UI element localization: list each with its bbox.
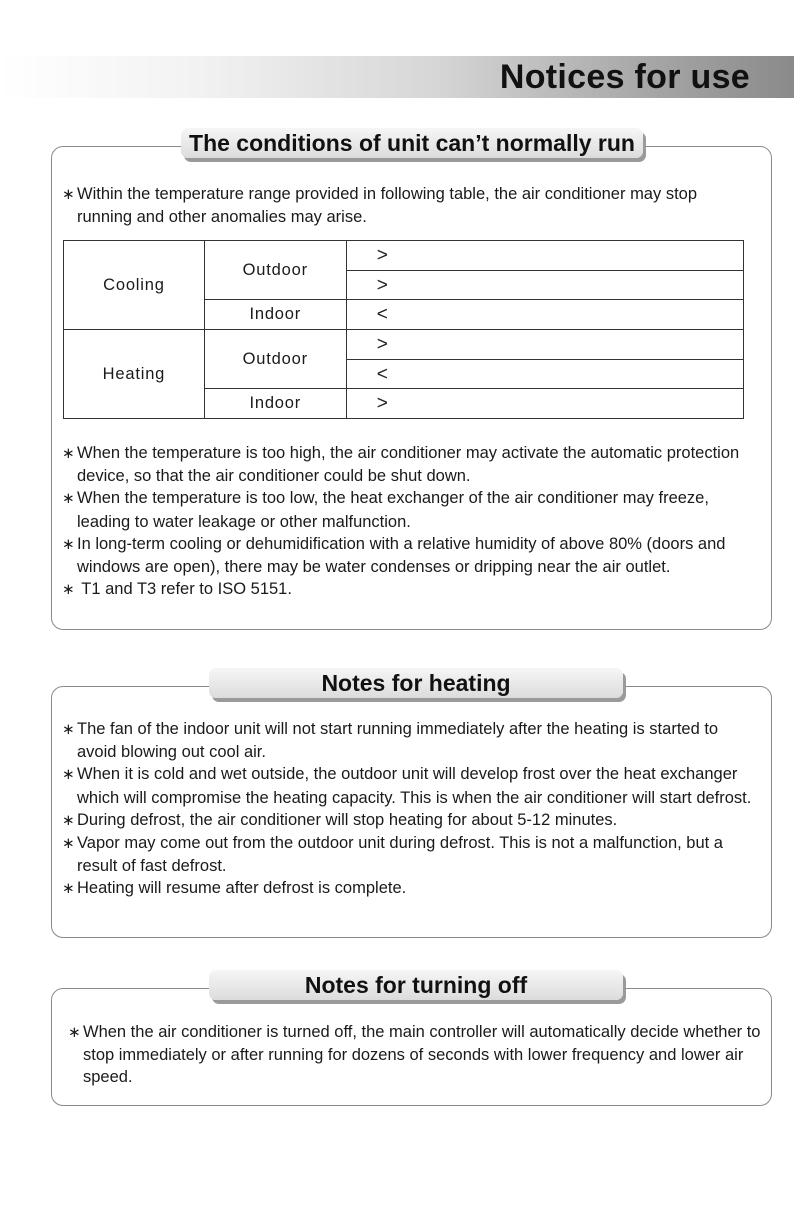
comparison-symbol: >: [346, 241, 743, 271]
list-item: [62, 578, 752, 601]
list-item: [62, 533, 752, 578]
cooling-label: Cooling: [64, 241, 205, 330]
bullet-icon: ∗: [62, 445, 75, 462]
heating-notes: [62, 718, 762, 901]
list-item-text: Heating will resume after defrost is complete.: [77, 879, 407, 898]
outdoor-label: Outdoor: [204, 330, 346, 389]
list-item: [62, 442, 752, 487]
list-item: [62, 877, 762, 900]
outdoor-label: Outdoor: [204, 241, 346, 300]
list-item-text: Within the temperature range provided in following table, the air conditioner may stop running and other anomalies may arise.: [77, 185, 698, 227]
list-item-text: When the temperature is too high, the air conditioner may activate the automatic protection device, so that the air conditioner could be shut down.: [77, 444, 740, 486]
comparison-symbol: >: [346, 270, 743, 300]
comparison-symbol: >: [346, 389, 743, 419]
bullet-icon: ∗: [62, 766, 75, 784]
indoor-label: Indoor: [204, 300, 346, 330]
list-item-text: When it is cold and wet outside, the outdoor unit will develop frost over the heat exchanger which will compromise the heating capacity. This is when the air conditioner will start defrost.: [77, 765, 752, 807]
table-row: [64, 330, 744, 360]
bullet-icon: ∗: [62, 186, 75, 203]
conditions-heading: The conditions of unit can’t normally run: [181, 128, 643, 158]
bullet-icon: ∗: [62, 490, 75, 508]
list-item: [62, 763, 762, 808]
list-item: [68, 1021, 762, 1089]
heating-heading: Notes for heating: [209, 668, 623, 698]
comparison-symbol: <: [346, 300, 743, 330]
bullet-icon: ∗: [68, 1024, 81, 1041]
list-item-text: When the temperature is too low, the heat exchanger of the air conditioner may freeze, leading to water leakage or other malfunction.: [77, 489, 709, 531]
bullet-icon: ∗: [62, 721, 75, 738]
list-item: [62, 809, 762, 832]
indoor-label: Indoor: [204, 389, 346, 419]
page-title: Notices for use: [499, 58, 750, 96]
bullet-icon: ∗: [62, 581, 75, 599]
list-item-text: The fan of the indoor unit will not start running immediately after the heating is started to avoid blowing out cool air.: [77, 720, 719, 762]
turning-off-heading: Notes for turning off: [209, 970, 623, 1000]
conditions-notes: [62, 442, 752, 601]
list-item-text: During defrost, the air conditioner will stop heating for about 5-12 minutes.: [77, 810, 618, 829]
heating-label: Heating: [64, 330, 205, 419]
list-item: [62, 183, 752, 228]
bullet-icon: ∗: [62, 535, 75, 553]
list-item-text: Vapor may come out from the outdoor unit during defrost. This is not a malfunction, but a result of fast defrost.: [77, 834, 723, 876]
conditions-intro: [62, 183, 752, 228]
list-item: [62, 832, 762, 877]
list-item-text: In long-term cooling or dehumidification with a relative humidity of above 80% (doors and windows are open), there may be water condenses or dripping near the air outlet.: [77, 534, 726, 577]
comparison-symbol: >: [346, 330, 743, 360]
bullet-icon: ∗: [62, 880, 75, 898]
bullet-icon: ∗: [62, 811, 75, 829]
list-item: [62, 718, 762, 763]
bullet-icon: ∗: [62, 835, 75, 853]
turning-off-notes: [68, 1021, 762, 1089]
comparison-symbol: <: [346, 359, 743, 389]
list-item: [62, 487, 752, 532]
list-item-text: When the air conditioner is turned off, the main controller will automatically decide whether to stop immediately or after running for dozens of seconds with lower frequency and lower air speed.: [83, 1023, 761, 1087]
table-row: [64, 241, 744, 271]
conditions-table: [63, 240, 744, 419]
list-item-text: T1 and T3 refer to ISO 5151.: [77, 580, 292, 599]
